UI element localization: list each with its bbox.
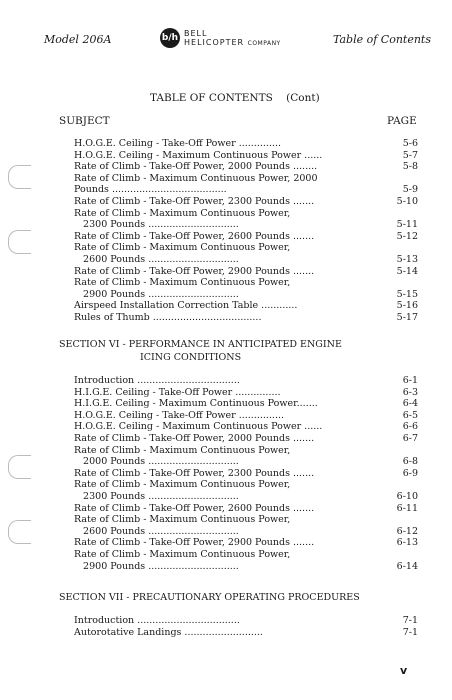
toc-entry-text: Rate of Climb - Take-Off Power, 2000 Pounds ....... <box>74 433 315 444</box>
binding-hole-mark <box>8 520 31 544</box>
toc-entry-page: 5-8 <box>402 161 418 173</box>
toc-entry-text: H.O.G.E. Ceiling - Take-Off Power .............. <box>74 138 281 149</box>
toc-entry-text: Rate of Climb - Maximum Continuous Power, 2000 <box>74 172 318 184</box>
header-section-title: Table of Contents <box>333 33 432 46</box>
toc-entry <box>74 526 418 538</box>
toc-entry-text: 2600 Pounds .............................. <box>74 525 239 537</box>
toc-entry <box>74 375 418 387</box>
logo-top-text: BELL <box>184 29 208 38</box>
toc-entry <box>74 491 418 503</box>
toc-entry-text: 2600 Pounds .............................. <box>74 254 239 265</box>
toc-entry-text: 2300 Pounds .............................. <box>74 491 239 502</box>
toc-entry-page: 5-14 <box>396 265 418 277</box>
toc-entry-page: 6-9 <box>402 467 418 479</box>
toc-entry <box>74 479 418 491</box>
logo-bottom-text <box>184 38 281 47</box>
toc-entry-text: Rate of Climb - Take-Off Power, 2300 Pounds ....... <box>74 196 315 207</box>
toc-entry <box>74 410 418 422</box>
page-title: TABLE OF CONTENTS (Cont) <box>150 92 320 104</box>
toc-entry-text: Rate of Climb - Take-Off Power, 2600 Pounds ....... <box>74 230 315 242</box>
toc-entry <box>74 196 418 208</box>
toc-entry-page: 6-1 <box>402 375 418 386</box>
bell-logo-icon: b/h <box>160 28 180 48</box>
toc-entry <box>74 387 418 399</box>
toc-entry <box>74 615 418 627</box>
toc-entry <box>74 161 418 173</box>
toc-entry-text: H.O.G.E. Ceiling - Maximum Continuous Power ...... <box>74 421 323 433</box>
toc-entry-page: 6-11 <box>396 502 418 514</box>
toc-entry <box>74 468 418 480</box>
toc-entry-text: Rate of Climb - Take-Off Power, 2000 Pounds ........ <box>74 161 318 173</box>
toc-entry <box>74 537 418 549</box>
toc-entry-page: 6-3 <box>402 386 418 398</box>
toc-entry <box>74 254 418 266</box>
toc-entry <box>74 184 418 196</box>
toc-entry-text: H.O.G.E. Ceiling - Take-Off Power ............... <box>74 409 285 421</box>
toc-entry-page: 5-17 <box>396 312 418 323</box>
toc-entry-text: 2300 Pounds .............................. <box>74 219 239 231</box>
toc-entry <box>74 503 418 515</box>
toc-entry <box>74 219 418 231</box>
toc-entry-page: 6-6 <box>402 421 418 433</box>
toc-entry-text: Rate of Climb - Take-Off Power, 2900 Pounds ....... <box>74 537 315 549</box>
toc-entry <box>74 289 418 301</box>
toc-entry-page: 6-10 <box>396 491 418 502</box>
toc-entry-page: 5-13 <box>396 254 418 265</box>
column-page: PAGE <box>387 115 417 127</box>
toc-entry-text: H.I.G.E. Ceiling - Maximum Continuous Power....... <box>74 398 318 410</box>
toc-entry <box>74 456 418 468</box>
toc-entry-page: 6-14 <box>396 560 418 572</box>
toc-entry-page: 6-8 <box>402 456 418 468</box>
toc-entry-text: 2900 Pounds .............................. <box>74 560 239 572</box>
toc-entry-page: 5-7 <box>402 149 418 161</box>
toc-entry-page: 7-1 <box>402 615 418 626</box>
toc-entry <box>74 549 418 561</box>
toc-entry <box>74 277 418 289</box>
toc-entry-text: Airspeed Installation Correction Table ............ <box>74 300 298 312</box>
page-number: v <box>400 664 408 677</box>
column-subject: SUBJECT <box>59 115 110 127</box>
bell-logo <box>160 28 310 50</box>
toc-entry-page: 5-12 <box>396 230 418 242</box>
toc-entry <box>74 242 418 254</box>
toc-entry <box>74 300 418 312</box>
toc-entry-page: 5-10 <box>396 196 418 207</box>
toc-entry <box>74 208 418 220</box>
toc-entry <box>74 173 418 185</box>
toc-entry <box>74 514 418 526</box>
toc-entry-text: Rate of Climb - Maximum Continuous Power, <box>74 242 291 254</box>
toc-entry-text: H.I.G.E. Ceiling - Take-Off Power ............... <box>74 386 281 398</box>
toc-entry-text: Rate of Climb - Maximum Continuous Power, <box>74 277 291 289</box>
toc-entry-text: Autorotative Landings .......................... <box>74 626 263 638</box>
toc-entry <box>74 561 418 573</box>
toc-entry <box>74 138 418 150</box>
toc-entry <box>74 398 418 410</box>
toc-entry-text: Rate of Climb - Maximum Continuous Power, <box>74 514 291 526</box>
toc-entry-text: Rate of Climb - Maximum Continuous Power, <box>74 444 291 456</box>
toc-entry-page: 6-7 <box>402 433 418 444</box>
toc-entry-page: 5-9 <box>402 184 418 196</box>
toc-entry-text: 2000 Pounds .............................. <box>74 456 239 468</box>
section-6-heading-cont: ICING CONDITIONS <box>140 352 242 363</box>
toc-entry-page: 6-5 <box>402 409 418 421</box>
toc-entry <box>74 266 418 278</box>
toc-entry-text: Rules of Thumb .................................... <box>74 312 262 323</box>
binding-hole-mark <box>8 165 31 189</box>
toc-entry-text: H.O.G.E. Ceiling - Maximum Continuous Power ...... <box>74 149 323 161</box>
toc-entry-page: 6-13 <box>396 537 418 549</box>
toc-entry-text: Rate of Climb - Take-Off Power, 2300 Pounds ....... <box>74 467 315 479</box>
toc-entry <box>74 150 418 162</box>
logo-helicopter: HELICOPTER <box>184 38 245 47</box>
header-model: Model 206A <box>44 33 112 46</box>
toc-entry <box>74 231 418 243</box>
toc-entry-page: 6-4 <box>402 398 418 410</box>
toc-entry-page: 5-16 <box>396 300 418 312</box>
toc-entry-page: 7-1 <box>402 626 418 638</box>
toc-entry-text: Rate of Climb - Maximum Continuous Power, <box>74 479 291 491</box>
toc-entry-page: 6-12 <box>396 525 418 537</box>
toc-entry <box>74 433 418 445</box>
toc-entry-text: Rate of Climb - Maximum Continuous Power, <box>74 549 291 560</box>
toc-entry-page: 5-15 <box>396 288 418 300</box>
toc-entry <box>74 421 418 433</box>
toc-entry-text: Rate of Climb - Maximum Continuous Power, <box>74 207 291 219</box>
toc-entry <box>74 312 418 324</box>
binding-hole-mark <box>8 230 31 254</box>
toc-entry <box>74 627 418 639</box>
binding-hole-mark <box>8 455 31 479</box>
toc-entry-text: 2900 Pounds .............................. <box>74 288 239 300</box>
toc-entry-text: Rate of Climb - Take-Off Power, 2900 Pounds ....... <box>74 265 315 277</box>
section-7-heading: SECTION VII - PRECAUTIONARY OPERATING PROCEDURES <box>59 592 360 603</box>
toc-entry-page: 5-6 <box>402 138 418 149</box>
toc-entry <box>74 445 418 457</box>
section-6-heading: SECTION VI - PERFORMANCE IN ANTICIPATED ENGINE <box>59 339 342 350</box>
toc-entry-text: Introduction .................................. <box>74 615 240 626</box>
toc-entry-page: 5-11 <box>396 219 418 231</box>
toc-entry-text: Introduction .................................. <box>74 375 240 386</box>
toc-entry-text: Pounds ...................................... <box>74 184 227 196</box>
logo-company: COMPANY <box>247 40 281 47</box>
toc-entry-text: Rate of Climb - Take-Off Power, 2600 Pounds ....... <box>74 502 315 514</box>
